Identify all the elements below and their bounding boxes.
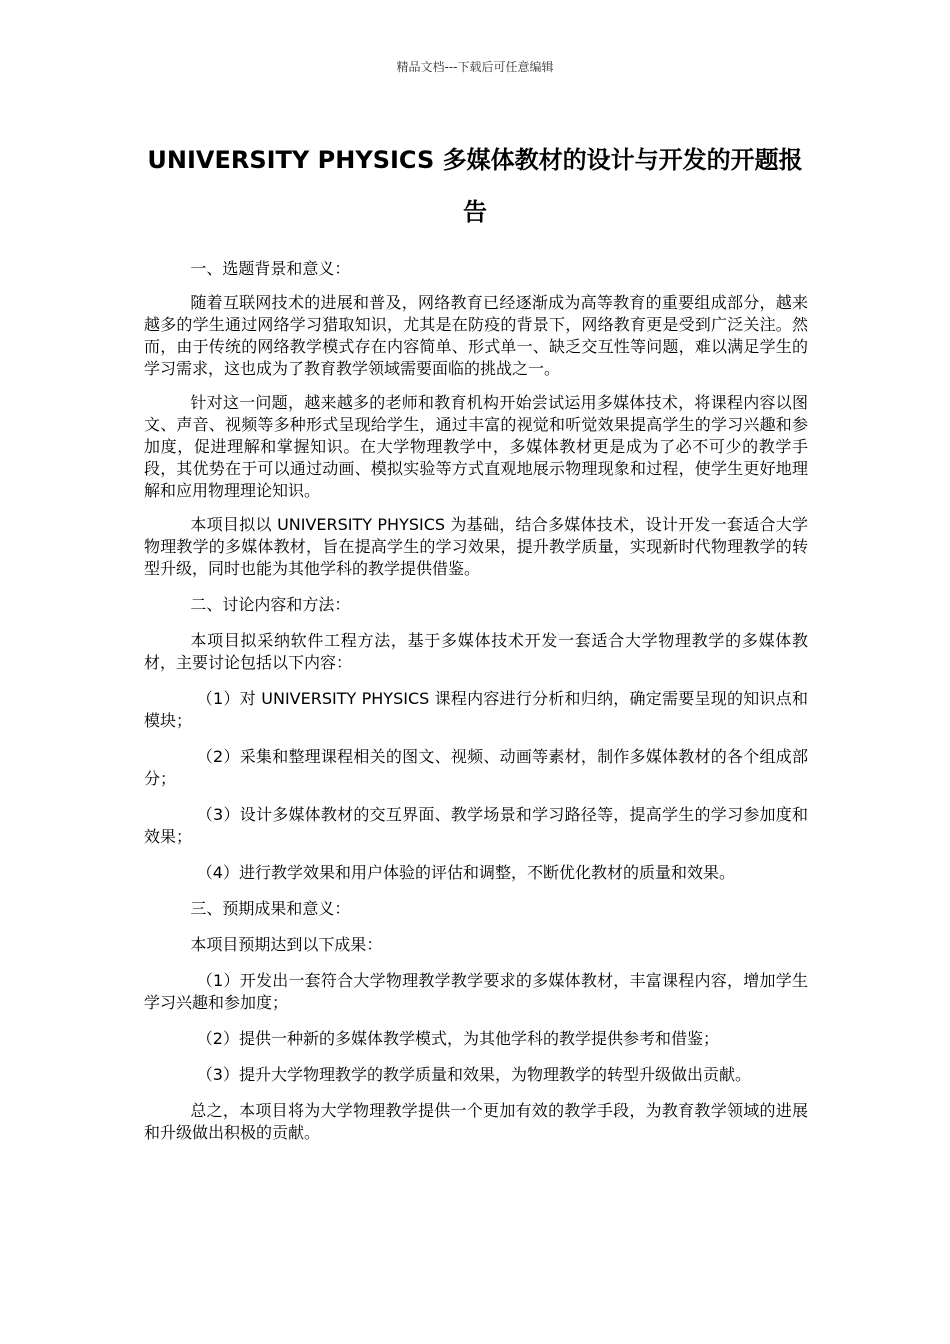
list-item: （2）提供一种新的多媒体教学模式，为其他学科的教学提供参考和借鉴；: [196, 1029, 719, 1048]
section-heading-expected-results: 三、预期成果和意义：: [190, 899, 351, 918]
document-body: [144, 258, 808, 1144]
list-item: （3）设计多媒体教材的交互界面、教学场景和学习路径等，提高学生的学习参加度和效果；: [144, 805, 808, 846]
paragraph: 本项目预期达到以下成果：: [190, 935, 383, 954]
paragraph: 本项目拟以 UNIVERSITY PHYSICS 为基础，结合多媒体技术，设计开发一套适合大学物理教学的多媒体教材，旨在提高学生的学习效果，提升教学质量，实现新时代物理教学的转型升级，同时也能为其他学科的教学提供借鉴。: [144, 515, 808, 578]
section-heading-content-method: 二、讨论内容和方法：: [190, 595, 351, 614]
list-item: （1）开发出一套符合大学物理教学教学要求的多媒体教材，丰富课程内容，增加学生学习兴趣和参加度；: [144, 971, 808, 1012]
paragraph: 针对这一问题，越来越多的老师和教育机构开始尝试运用多媒体技术，将课程内容以图文、声音、视频等多种形式呈现给学生，通过丰富的视觉和听觉效果提高学生的学习兴趣和参加度，促进理解和掌握知识。在大学物理教学中，多媒体教材更是成为了必不可少的教学手段，其优势在于可以通过动画、模拟实验等方式直观地展示物理现象和过程，使学生更好地理解和应用物理理论知识。: [144, 393, 808, 500]
header-note: 精品文档---下载后可任意编辑: [396, 60, 554, 74]
page-title: UNIVERSITY PHYSICS 多媒体教材的设计与开发的开题报告: [147, 146, 803, 226]
conclusion-paragraph: 总之，本项目将为大学物理教学提供一个更加有效的教学手段，为教育教学领域的进展和升级做出积极的贡献。: [144, 1101, 808, 1142]
list-item: （2）采集和整理课程相关的图文、视频、动画等素材，制作多媒体教材的各个组成部分；: [144, 747, 808, 788]
list-item: （1）对 UNIVERSITY PHYSICS 课程内容进行分析和归纳，确定需要呈现的知识点和模块；: [144, 689, 808, 730]
paragraph: 本项目拟采纳软件工程方法，基于多媒体技术开发一套适合大学物理教学的多媒体教材，主要讨论包括以下内容：: [144, 631, 808, 672]
paragraph: 随着互联网技术的进展和普及，网络教育已经逐渐成为高等教育的重要组成部分，越来越多的学生通过网络学习猎取知识，尤其是在防疫的背景下，网络教育更是受到广泛关注。然而，由于传统的网络教学模式存在内容简单、形式单一、缺乏交互性等问题，难以满足学生的学习需求，这也成为了教育教学领域需要面临的挑战之一。: [144, 293, 808, 378]
list-item: （4）进行教学效果和用户体验的评估和调整，不断优化教材的质量和效果。: [196, 863, 735, 882]
list-item: （3）提升大学物理教学的教学质量和效果，为物理教学的转型升级做出贡献。: [196, 1065, 751, 1084]
section-heading-background: 一、选题背景和意义：: [190, 259, 351, 278]
